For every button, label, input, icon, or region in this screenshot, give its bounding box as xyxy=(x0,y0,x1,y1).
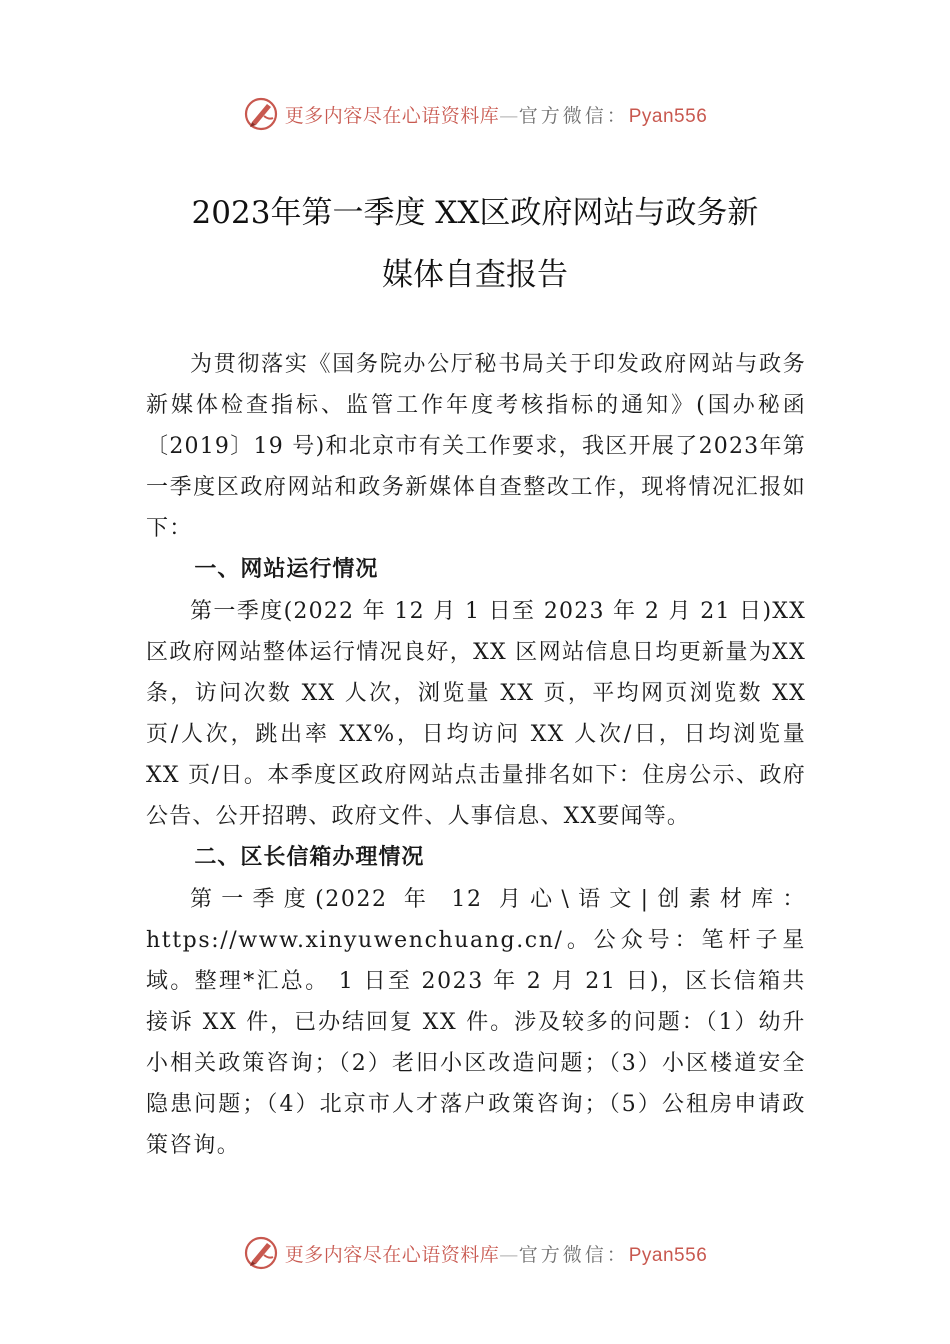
pen-in-circle-logo xyxy=(243,1235,279,1271)
title-line-1: 2023年第一季度 XX区政府网站与政务新 xyxy=(191,195,759,231)
watermark-prefix: 更多内容尽在心语资料库 xyxy=(284,1243,500,1266)
watermark-banner-top xyxy=(0,94,950,134)
document-title xyxy=(120,182,830,306)
title-line-2: 媒体自查报告 xyxy=(382,257,568,293)
document-body xyxy=(146,344,806,1166)
pen-in-circle-logo xyxy=(243,96,279,132)
watermark-dash: — xyxy=(499,1243,519,1266)
watermark-official: 官方微信： xyxy=(518,104,629,127)
section-2-heading: 二、区长信箱办理情况 xyxy=(194,845,425,870)
watermark-dash: — xyxy=(499,104,519,127)
section-2-paragraph: 第一季度(2022 年 12 月心\语文|创素材库：https://www.xinyuwenchuang.cn/。公众号：笔杆子星域。整理*汇总。 1 日至 2023 年 2 月 21 日)，区长信箱共接诉 XX 件，已办结回复 XX 件。涉及较多的问题：（1）幼升小相关政策咨询；（2）老旧小区改造问题；（3）小区楼道安全隐患问题；（4）北京市人才落户政策咨询；（5）公租房申请政策咨询。 xyxy=(146,887,806,1158)
watermark-official: 官方微信： xyxy=(518,1243,629,1266)
section-1-paragraph: 第一季度(2022 年 12 月 1 日至 2023 年 2 月 21 日)XX区政府网站整体运行情况良好，XX 区网站信息日均更新量为XX条，访问次数 XX 人次，浏览量 XX 页，平均网页浏览数 XX 页/人次，跳出率 XX%，日均访问 XX 人次/日，日均浏览量 XX 页/日。本季度区政府网站点击量排名如下：住房公示、政府公告、公开招聘、政府文件、人事信息、XX要闻等。 xyxy=(146,599,806,829)
watermark-prefix: 更多内容尽在心语资料库 xyxy=(284,104,500,127)
watermark-wechat-id: Pyan556 xyxy=(628,105,708,127)
watermark-wechat-id: Pyan556 xyxy=(628,1244,708,1266)
section-1-heading: 一、网站运行情况 xyxy=(194,557,379,582)
intro-paragraph: 为贯彻落实《国务院办公厅秘书局关于印发政府网站与政务新媒体检查指标、监管工作年度考核指标的通知》(国办秘函〔2019〕19 号)和北京市有关工作要求，我区开展了2023年第一季度区政府网站和政务新媒体自查整改工作，现将情况汇报如下： xyxy=(146,352,806,541)
watermark-banner-bottom xyxy=(0,1233,950,1273)
